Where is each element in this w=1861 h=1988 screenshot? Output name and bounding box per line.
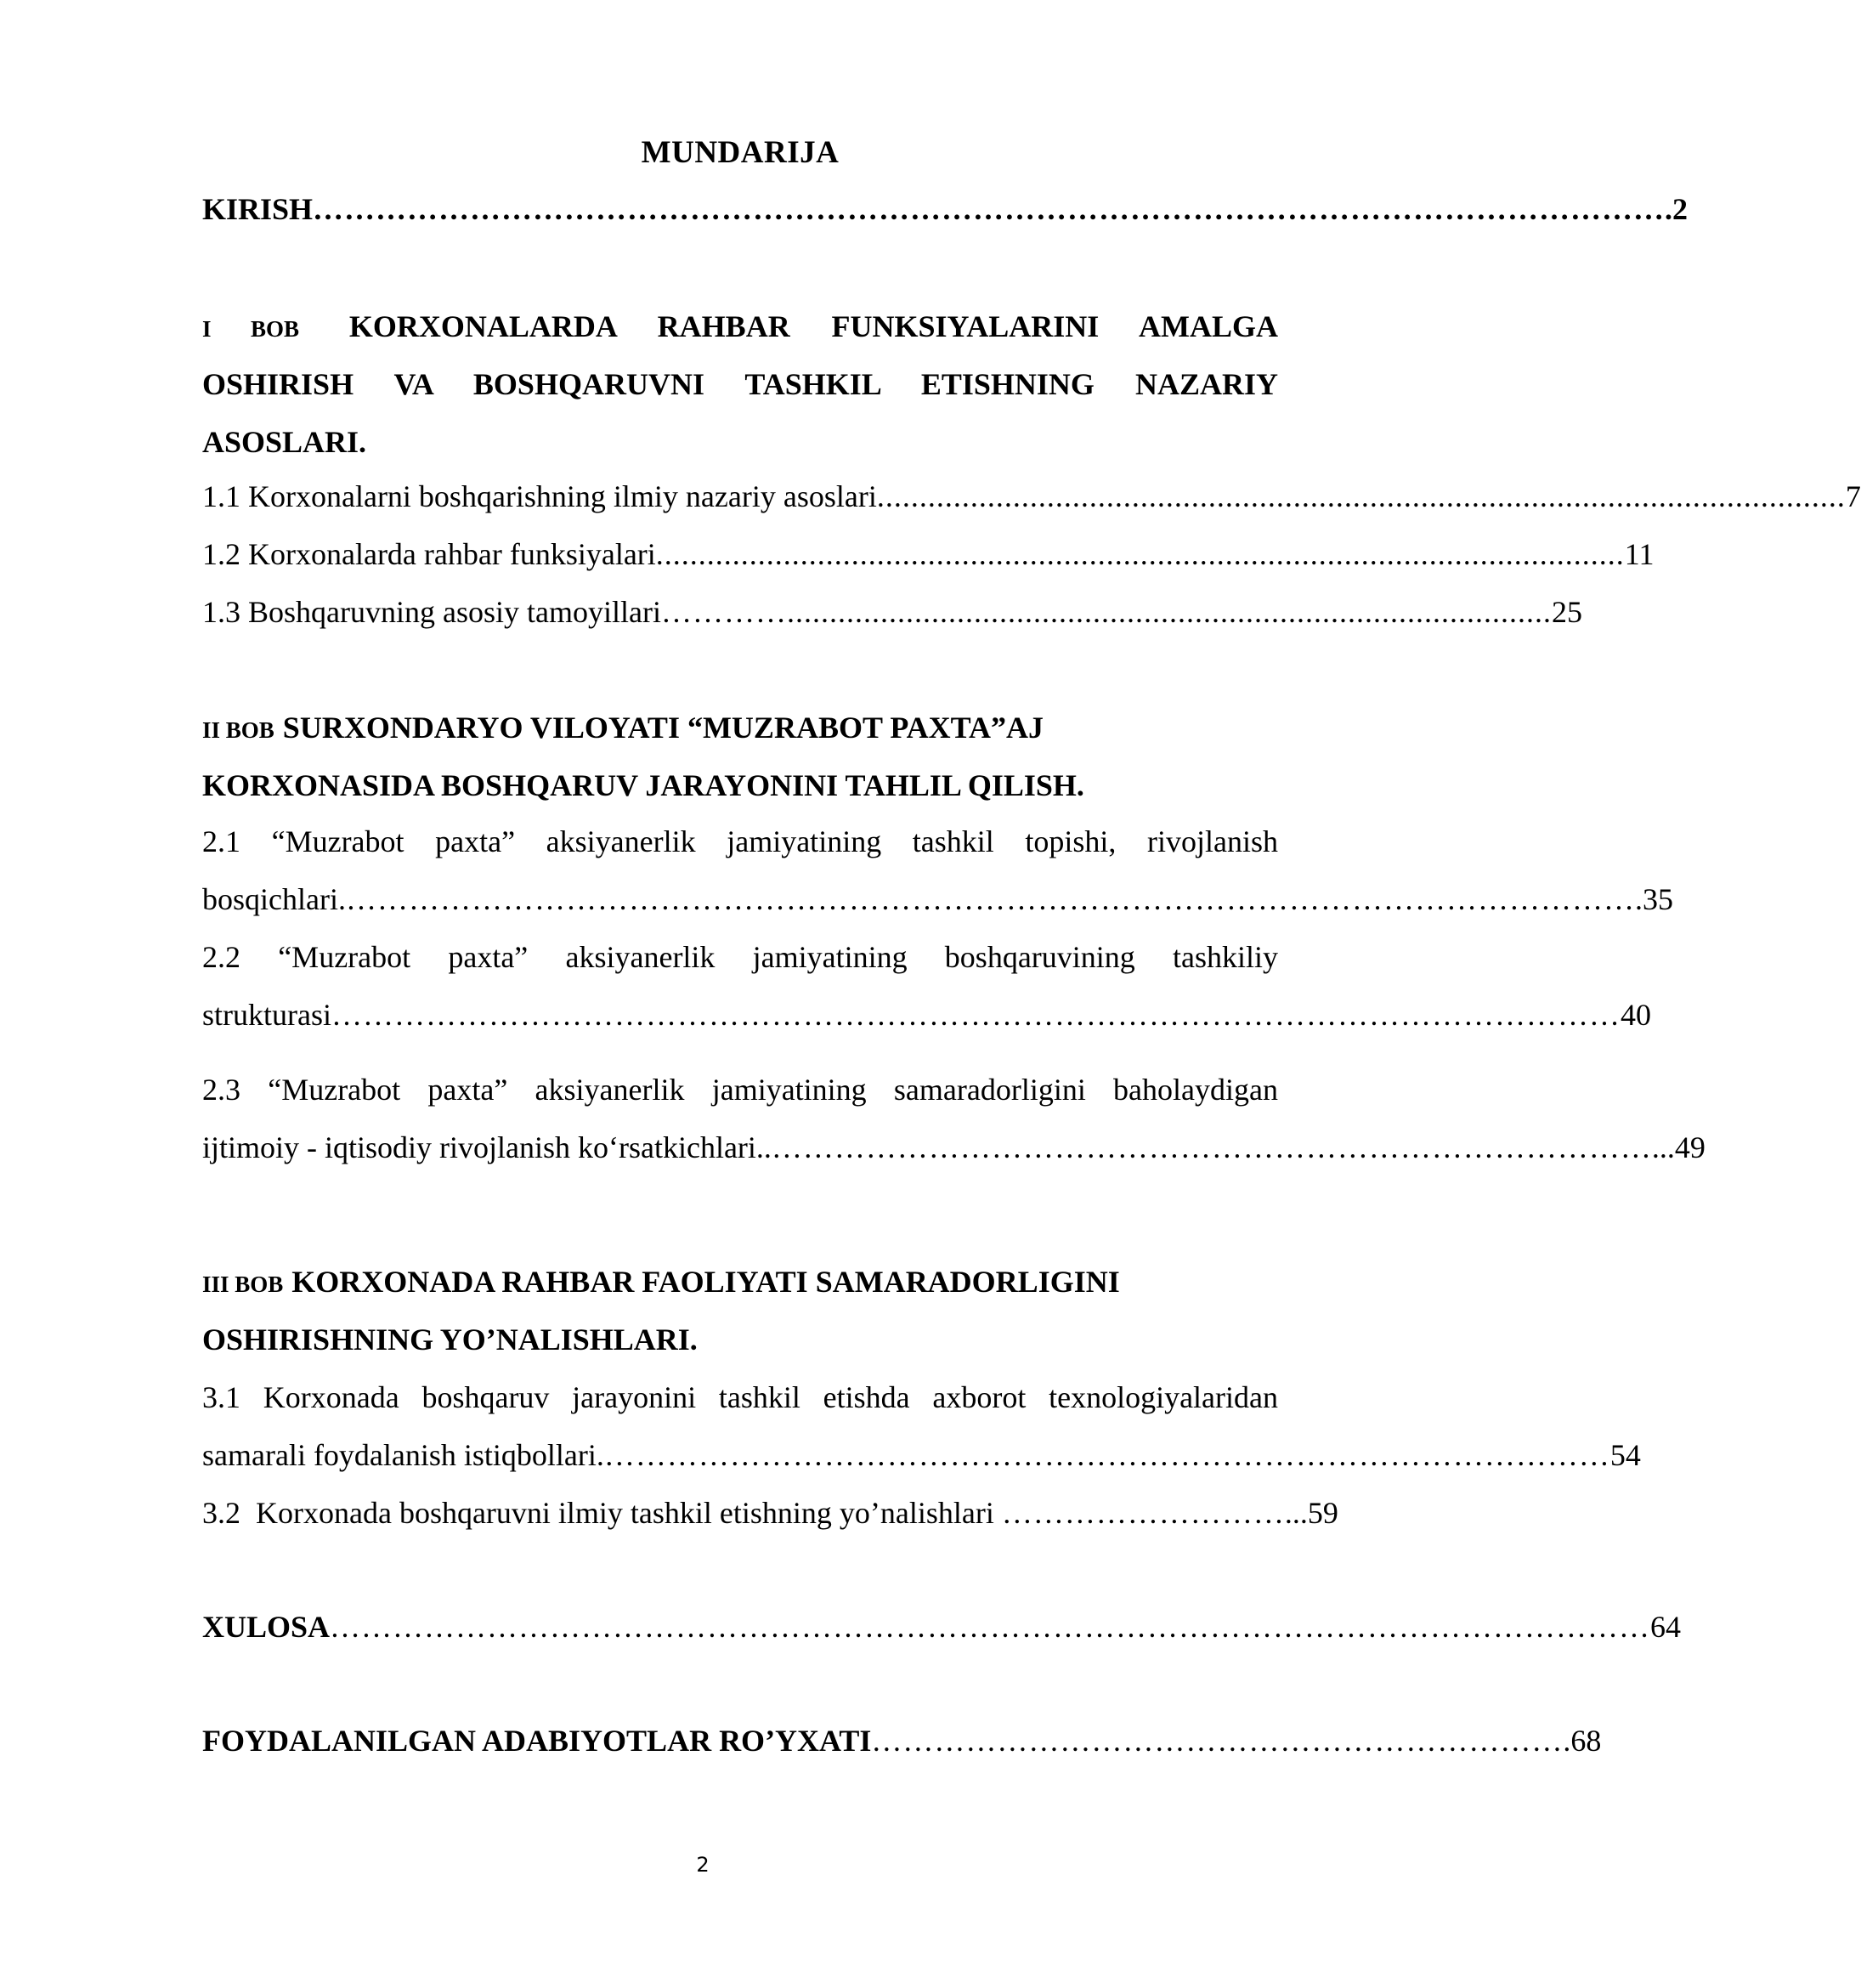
toc-entry-adabiyotlar[interactable]: FOYDALANILGAN ADABIYOTLAR RO’YXATI ………………………………………………………… .68 <box>202 1720 1278 1761</box>
toc-entry-label: KIRISH <box>202 192 314 226</box>
chapter1-heading-line2: OSHIRISH VA BOSHQARUVNI TASHKIL ETISHNING NAZARIY <box>202 367 1278 401</box>
leader-dots: ………………………………………………………………………………………………………………… <box>313 192 1666 226</box>
leader-dots: …………………………………………………………………………………… <box>603 1438 1610 1472</box>
chapter1-heading-line3: ASOSLARI. <box>202 425 367 459</box>
toc-entry-kirish[interactable] <box>202 189 1688 229</box>
toc-entry-3-1-line1: 3.1 Korxonada boshqaruv jarayonini tashkil etishda axborot texnologiyalaridan <box>202 1380 1278 1414</box>
leader-dots: ……………………………………………………………………………………………………………… <box>330 1610 1651 1644</box>
toc-page-number: .2 <box>1665 192 1688 226</box>
chapter1-prefix: I BOB <box>202 316 300 342</box>
chapter3-heading-line1: III BOB KORXONADA RAHBAR FAOLIYATI SAMARADORLIGINI <box>202 1265 1120 1299</box>
page-number: 2 <box>696 1853 710 1877</box>
leader-dots: ………………………………………………………… <box>871 1724 1564 1758</box>
toc-entry-2-2-line1: 2.2 “Muzrabot paxta” aksiyanerlik jamiyatining boshqaruvining tashkiliy <box>202 940 1278 974</box>
toc-entry-1-3[interactable]: 1.3 Boshqaruvning asosiy tamoyillari ………….......................................................................................... 25 <box>202 592 1278 632</box>
chapter1-heading-line1: I BOB KORXONALARDA RAHBAR FUNKSIYALARINI AMALGA <box>202 309 1279 343</box>
toc-entry-1-1[interactable]: 1.1 Korxonalarni boshqarishning ilmiy nazariy asoslari .................................................................................................................. 7 <box>202 476 1278 517</box>
leader-dots: …………………………………………………………………………………………………………… <box>345 882 1635 916</box>
page-title: MUNDARIJA <box>641 135 840 170</box>
chapter2-heading-line1: II BOB SURXONDARYO VILOYATI “MUZRABOT PAXTA”AJ <box>202 711 1044 745</box>
chapter3-heading-line2: OSHIRISHNING YO’NALISHLARI. <box>202 1323 698 1356</box>
chapter2-heading-line2: KORXONASIDA BOSHQARUV JARAYONINI TAHLIL QILISH. <box>202 768 1084 802</box>
toc-entry-2-2[interactable]: strukturasi …………………………………………………………………………………………………………… 40 <box>202 994 1278 1035</box>
toc-entry-1-2[interactable]: 1.2 Korxonalarda rahbar funksiyalari .................................................................................................................. 11 <box>202 534 1278 575</box>
toc-entry-3-1[interactable]: samarali foydalanish istiqbollari. …………………………………………………………………………………… 54 <box>202 1435 1278 1475</box>
toc-entry-2-1[interactable]: bosqichlari. …………………………………………………………………………………………………………… .35 <box>202 879 1278 920</box>
leader-dots: ……………………… <box>1001 1496 1285 1530</box>
leader-dots: .................................................................................................................. <box>876 479 1846 513</box>
document-page <box>202 0 1861 1988</box>
toc-entry-2-3-line1: 2.3 “Muzrabot paxta” aksiyanerlik jamiyatining samaradorligini baholaydigan <box>202 1073 1278 1107</box>
toc-entry-2-1-line1: 2.1 “Muzrabot paxta” aksiyanerlik jamiyatining tashkil topishi, rivojlanish <box>202 824 1278 858</box>
chapter2-prefix: II BOB <box>202 717 274 743</box>
toc-entry-3-2[interactable]: 3.2 Korxonada boshqaruvni ilmiy tashkil etishning yo’nalishlari ……………………… ...59 <box>202 1492 1278 1533</box>
leader-dots: …………………………………………………………………………………………………………… <box>331 998 1621 1032</box>
toc-entry-2-3[interactable]: ijtimoiy - iqtisodiy rivojlanish ko‘rsatkichlari.. ………………………………………………………………………… ...49 <box>202 1127 1278 1168</box>
toc-entry-xulosa[interactable]: XULOSA ……………………………………………………………………………………………………………… 64 <box>202 1606 1278 1647</box>
chapter3-prefix: III BOB <box>202 1272 284 1297</box>
leader-dots: .................................................................................................................. <box>655 537 1625 571</box>
leader-dots: ………….......................................................................................... <box>660 595 1552 629</box>
leader-dots: ………………………………………………………………………… <box>771 1130 1652 1164</box>
